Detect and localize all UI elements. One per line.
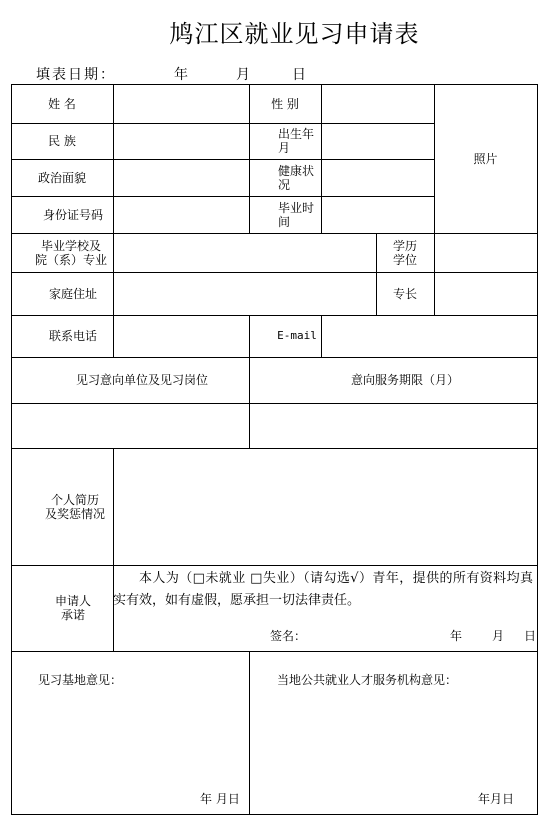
photo-box: 照片 — [473, 151, 498, 166]
graduation-time-field[interactable] — [321, 196, 434, 233]
label-ethnicity: 民 族 — [48, 134, 76, 148]
label-specialty: 专长 — [392, 286, 417, 301]
ethnicity-field[interactable] — [113, 123, 249, 159]
fill-date-year: 年 — [174, 67, 190, 83]
school-field[interactable] — [131, 233, 376, 272]
signature-label: 签名： — [270, 629, 307, 643]
service-period-field[interactable] — [249, 403, 537, 448]
specialty-field[interactable] — [434, 272, 537, 315]
fill-date-day: 日 — [292, 67, 308, 83]
resume-field[interactable] — [139, 448, 537, 565]
education-field[interactable] — [434, 233, 537, 272]
name-field[interactable] — [113, 84, 249, 123]
intern-unit-field[interactable] — [11, 403, 249, 448]
political-field[interactable] — [113, 159, 249, 196]
fill-date-month: 月 — [236, 67, 252, 83]
page-title: 鸠江区就业见习申请表 — [169, 20, 420, 48]
signature-year: 年 — [450, 629, 463, 643]
birth-field[interactable] — [321, 123, 434, 159]
label-service-period: 意向服务期限（月） — [350, 373, 459, 387]
label-birth: 出生年 月 — [278, 127, 315, 155]
signature-day: 日 — [524, 629, 537, 643]
label-health: 健康状 况 — [278, 163, 315, 192]
grid-line — [11, 651, 538, 652]
label-phone: 联系电话 — [48, 329, 97, 343]
address-field[interactable] — [135, 272, 376, 315]
label-name: 姓 名 — [48, 96, 76, 111]
agency-opinion-date: 年月日 — [478, 792, 515, 806]
label-political: 政治面貌 — [37, 170, 86, 185]
label-school: 毕业学校及 院（系）专业 — [34, 238, 107, 267]
label-intern-unit: 见习意向单位及见习岗位 — [75, 373, 208, 387]
grid-line — [11, 814, 538, 815]
label-education: 学历 学位 — [392, 238, 417, 267]
label-resume: 个人简历 及奖惩情况 — [44, 492, 105, 521]
label-commitment: 申请人 承诺 — [54, 594, 91, 622]
grid-line — [537, 84, 538, 815]
base-opinion-date: 年 月日 — [200, 792, 240, 806]
label-id-number: 身份证号码 — [42, 207, 103, 222]
commitment-statement: 本人为（□未就业 □失业）（请勾选√）青年，提供的所有资料均真实有效，如有虚假，愿承担一切法律责任。 — [113, 571, 533, 608]
phone-field[interactable] — [135, 315, 249, 357]
label-base-opinion: 见习基地意见： — [38, 673, 123, 687]
label-email: E-mail — [277, 329, 317, 342]
gender-field[interactable] — [321, 84, 434, 123]
grid-line — [249, 651, 250, 814]
health-field[interactable] — [321, 159, 434, 196]
label-graduation-time: 毕业时 间 — [278, 200, 315, 229]
label-gender: 性 别 — [271, 96, 299, 111]
label-address: 家庭住址 — [48, 286, 97, 301]
label-agency-opinion: 当地公共就业人才服务机构意见： — [277, 673, 458, 687]
email-field[interactable] — [345, 315, 537, 357]
id-number-field[interactable] — [135, 196, 249, 233]
signature-month: 月 — [492, 629, 505, 643]
fill-date-label: 填表日期： — [36, 67, 116, 83]
